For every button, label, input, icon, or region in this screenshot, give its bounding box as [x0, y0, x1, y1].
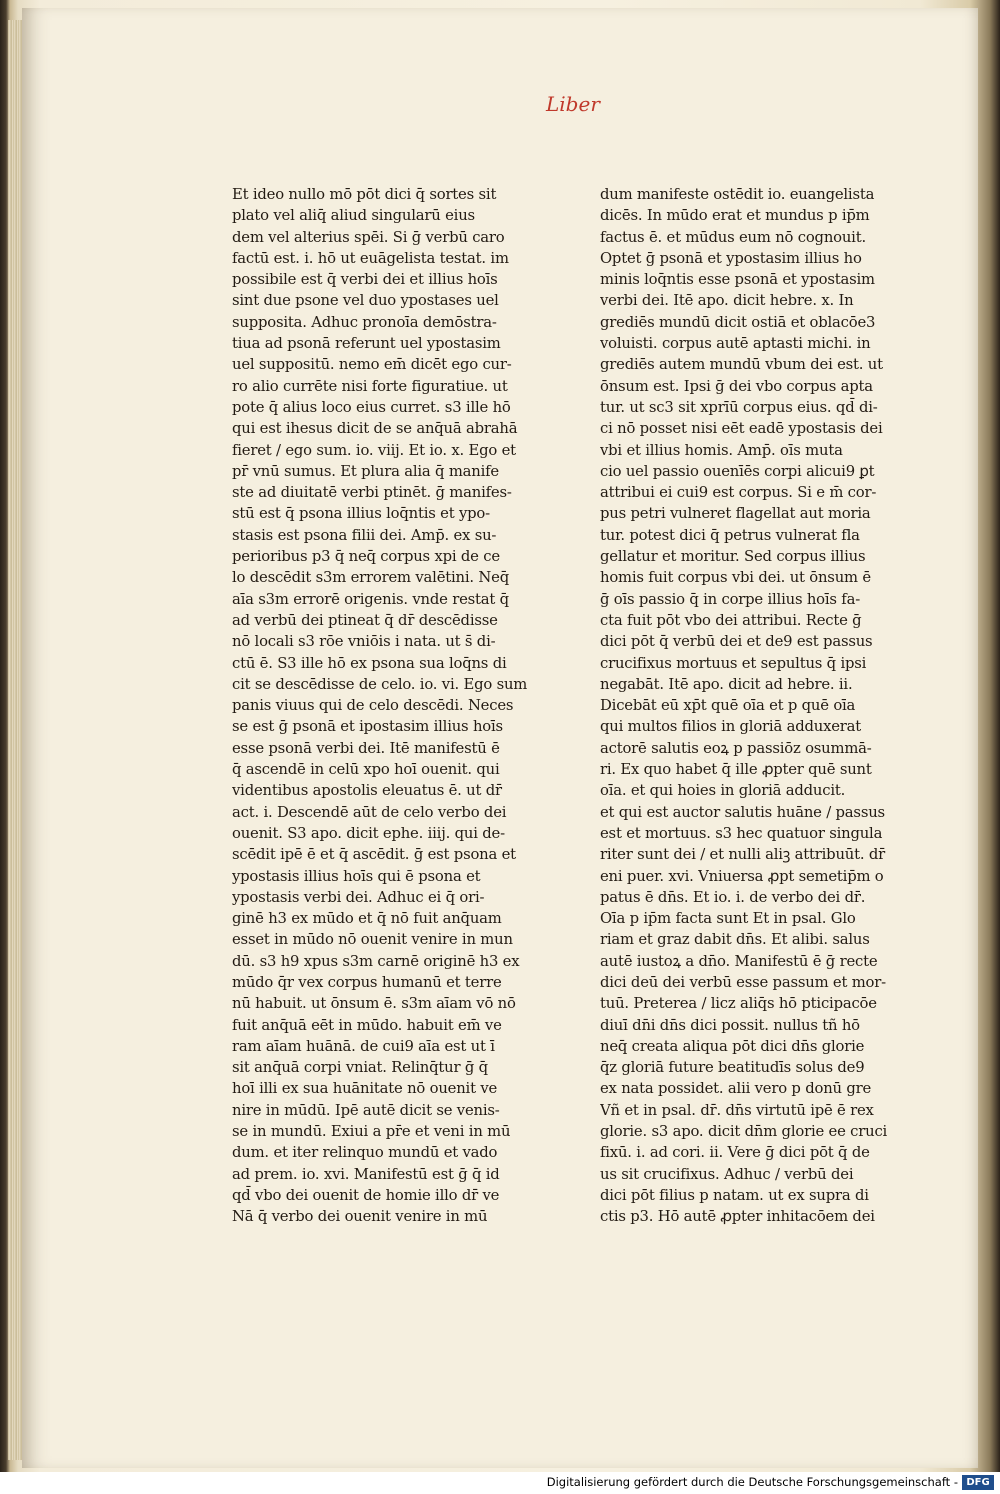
text-line: qui est ihesus dicit de se anq̄uā abrahā: [232, 420, 518, 438]
text-line: negabāt. Itē apo. dicit ad hebre. ii.: [600, 675, 853, 693]
text-line: dum. et iter relinquo mundū et vado: [232, 1144, 498, 1162]
text-line: lo descēdit s3m errorem valētini. Neq̄: [232, 569, 509, 587]
text-line: ypostasis illius hoīs qui ē psona et: [232, 867, 481, 885]
right-text-column: [600, 184, 912, 1228]
text-line: esse psonā verbi dei. Itē manifestū ē: [232, 739, 500, 757]
text-line: diuī dn̄i dn̄s dici possit. nullus tñ hō: [600, 1016, 860, 1034]
footer-credit-text: Digitalisierung gefördert durch die Deutsche Forschungsgemeinschaft -: [546, 1475, 958, 1489]
text-line: q̄z gloriā future beatitudīs solus de9: [600, 1059, 865, 1077]
text-line: oīa. et qui hoies in gloriā adducit.: [600, 782, 846, 800]
text-line: cit se descēdisse de celo. io. vi. Ego sum: [232, 675, 528, 693]
text-line: factus ē. et mūdus eum nō cognouit.: [600, 228, 866, 246]
text-line: nire in mūdū. Ipē autē dicit se venis-: [232, 1101, 500, 1119]
running-head: Liber: [546, 92, 600, 116]
text-line: glorie. s3 apo. dicit dn̄m glorie ee cruci: [600, 1123, 888, 1141]
text-line: dici pōt filius p natam. ut ex supra di: [600, 1186, 869, 1204]
text-line: Nā q̄ verbo dei ouenit venire in mū: [232, 1208, 488, 1226]
text-line: dici pōt q̄ verbū dei et de9 est passus: [600, 633, 873, 651]
text-line: panis viuus qui de celo descēdi. Neces: [232, 697, 514, 715]
text-line: esset in mūdo nō ouenit venire in mun: [232, 931, 513, 949]
text-line: uel suppositū. nemo em̄ dicēt ego cur-: [232, 356, 512, 374]
text-line: act. i. Descendē aūt de celo verbo dei: [232, 803, 507, 821]
text-line: fixū. i. ad cori. ii. Vere ḡ dici pōt q̄ de: [600, 1144, 870, 1162]
text-line: sit anq̄uā corpi vniat. Relinq̄tur ḡ q̄: [232, 1059, 488, 1077]
text-line: ro alio currēte nisi forte figuratiue. ut: [232, 377, 508, 395]
text-line: aīa s3m errorē origenis. vnde restat q̄: [232, 590, 509, 608]
text-line: verbi dei. Itē apo. dicit hebre. x. In: [600, 292, 854, 310]
text-line: scēdit ipē ē et q̄ ascēdit. ḡ est psona et: [232, 846, 516, 864]
text-line: attribui ei cui9 est corpus. Si e m̄ cor-: [600, 484, 877, 502]
text-line: ginē h3 ex mūdo et q̄ nō fuit anq̄uam: [232, 910, 502, 928]
text-line: riam et graz dabit dn̄s. Et alibi. salus: [600, 931, 870, 949]
text-line: Vñ et in psal. dr̄. dn̄s virtutū ipē ē rex: [600, 1101, 874, 1119]
text-line: gellatur et moritur. Sed corpus illius: [600, 548, 866, 566]
text-line: fieret / ego sum. io. viij. Et io. x. Ego et: [232, 441, 516, 459]
text-line: q̄ ascendē in celū xpo hoī ouenit. qui: [232, 761, 500, 779]
text-line: nō locali s3 rōe vniōis i nata. ut s̄ di-: [232, 633, 496, 651]
text-line: qui multos filios in gloriā adduxerat: [600, 718, 862, 736]
text-line: se est ḡ psonā et ipostasim illius hoīs: [232, 718, 503, 736]
text-line: ḡ oīs passio q̄ in corpe illius hoīs fa-: [600, 590, 861, 608]
text-line: Dicebāt eū xp̄t quē oīa et p quē oīa: [600, 697, 856, 715]
text-line: ci nō posset nisi eēt eadē ypostasis dei: [600, 420, 883, 438]
text-line: ctū ē. S3 ille hō ex psona sua loq̄ns di: [232, 654, 507, 672]
text-line: riter sunt dei / et nulli aliꝫ attribuūt. dr̄: [600, 846, 886, 864]
text-line: ōnsum est. Ipsi ḡ dei vbo corpus apta: [600, 377, 873, 395]
text-line: ri. Ex quo habet q̄ ille ꝓpter quē sunt: [600, 761, 872, 779]
text-line: se in mundū. Exiui a pr̄e et veni in mū: [232, 1123, 511, 1141]
text-line: autē iustoꝝ a dn̄o. Manifestū ē ḡ recte: [600, 952, 878, 970]
text-line: neq̄ creata aliqua pōt dici dn̄s glorie: [600, 1037, 865, 1055]
text-line: patus ē dn̄s. Et io. i. de verbo dei dr̄.: [600, 888, 866, 906]
text-line: grediēs autem mundū vbum dei est. ut: [600, 356, 883, 374]
text-line: minis loq̄ntis esse psonā et ypostasim: [600, 271, 875, 289]
text-line: vbi et illius homis. Amp̄. oīs muta: [600, 441, 843, 459]
text-line: stasis est psona filii dei. Amp̄. ex su-: [232, 526, 497, 544]
text-line: tuū. Preterea / licz aliq̄s hō pticipacōe: [600, 995, 877, 1013]
text-line: tur. potest dici q̄ petrus vulnerat fla: [600, 526, 860, 544]
text-line: ex nata possidet. alii vero p donū gre: [600, 1080, 872, 1098]
text-line: fuit anq̄uā eēt in mūdo. habuit em̄ ve: [232, 1016, 502, 1034]
text-line: plato vel aliq̄ aliud singularū eius: [232, 207, 475, 225]
text-line: dem vel alterius spēi. Si ḡ verbū caro: [232, 228, 505, 246]
text-line: dum manifeste ostēdit io. euangelista: [600, 186, 875, 203]
text-line: videntibus apostolis eleuatus ē. ut dr̄: [232, 782, 502, 800]
text-line: cta fuit pōt vbo dei attribui. Recte ḡ: [600, 611, 862, 629]
text-line: dū. s3 h9 xpus s3m carnē originē h3 ex: [232, 952, 520, 970]
text-line: supposita. Adhuc pronoīa demōstra-: [232, 313, 497, 331]
text-line: mūdo q̄r vex corpus humanū et terre: [232, 973, 502, 991]
text-line: dicēs. In mūdo erat et mundus p ip̄m: [600, 207, 870, 225]
dfg-logo: DFG: [962, 1475, 994, 1490]
text-line: cio uel passio ouenīēs corpi alicui9 ꝑt: [600, 462, 875, 480]
text-line: Oīa p ip̄m facta sunt Et in psal. Glo: [600, 910, 856, 928]
text-line: stū est q̄ psona illius loq̄ntis et ypo-: [232, 505, 490, 523]
text-line: sint due psone vel duo ypostases uel: [232, 292, 499, 310]
text-line: factū est. i. hō ut euāgelista testat. im: [232, 249, 509, 267]
text-line: ouenit. S3 apo. dicit ephe. iiij. qui de-: [232, 824, 505, 842]
text-line: pus petri vulneret flagellat aut moria: [600, 505, 871, 523]
text-line: possibile est q̄ verbi dei et illius hoīs: [232, 271, 498, 289]
left-text-column: [232, 184, 544, 1228]
text-line: Et ideo nullo mō pōt dici q̄ sortes sit: [232, 186, 497, 203]
text-line: dici deū dei verbū esse passum et mor-: [600, 973, 886, 991]
text-line: voluisti. corpus autē aptasti michi. in: [600, 335, 871, 353]
text-line: et qui est auctor salutis huāne / passus: [600, 803, 885, 821]
text-line: Optet ḡ psonā et ypostasim illius ho: [600, 249, 862, 267]
digitization-footer: [0, 1472, 1000, 1494]
text-line: crucifixus mortuus et sepultus q̄ ipsi: [600, 654, 867, 672]
text-line: grediēs mundū dicit ostiā et oblacōe3: [600, 313, 876, 331]
text-line: pr̄ vnū sumus. Et plura alia q̄ manife: [232, 462, 499, 480]
text-line: qd̄ vbo dei ouenit de homie illo dr̄ ve: [232, 1186, 500, 1204]
text-line: ad prem. io. xvi. Manifestū est ḡ q̄ id: [232, 1165, 500, 1183]
text-line: tur. ut sc3 sit xprīū corpus eius. qd̄ di-: [600, 398, 878, 416]
text-line: us sit crucifixus. Adhuc / verbū dei: [600, 1165, 854, 1183]
text-line: nū habuit. ut ōnsum ē. s3m aīam vō nō: [232, 995, 516, 1013]
text-line: ad verbū dei ptineat q̄ dr̄ descēdisse: [232, 611, 498, 629]
text-line: homis fuit corpus vbi dei. ut ōnsum ē: [600, 569, 871, 587]
page-edges-stack: [8, 20, 22, 1460]
text-line: est et mortuus. s3 hec quatuor singula: [600, 824, 883, 842]
text-line: ram aīam huānā. de cui9 aīa est ut ī: [232, 1037, 495, 1055]
text-line: pote q̄ alius loco eius curret. s3 ille hō: [232, 398, 511, 416]
text-line: hoī illi ex sua huānitate nō ouenit ve: [232, 1080, 498, 1098]
text-line: tiua ad psonā referunt uel ypostasim: [232, 335, 501, 353]
text-line: perioribus p3 q̄ neq̄ corpus xpi de ce: [232, 548, 500, 566]
text-line: actorē salutis eoꝝ p passiōz osummā-: [600, 739, 872, 757]
text-line: ctis p3. Hō autē ꝓpter inhitacōem dei: [600, 1208, 875, 1226]
text-line: eni puer. xvi. Vniuersa ꝓpt semetip̄m o: [600, 867, 884, 885]
text-line: ste ad diuitatē verbi ptinēt. ḡ manifes-: [232, 484, 512, 502]
text-line: ypostasis verbi dei. Adhuc ei q̄ ori-: [232, 888, 485, 906]
